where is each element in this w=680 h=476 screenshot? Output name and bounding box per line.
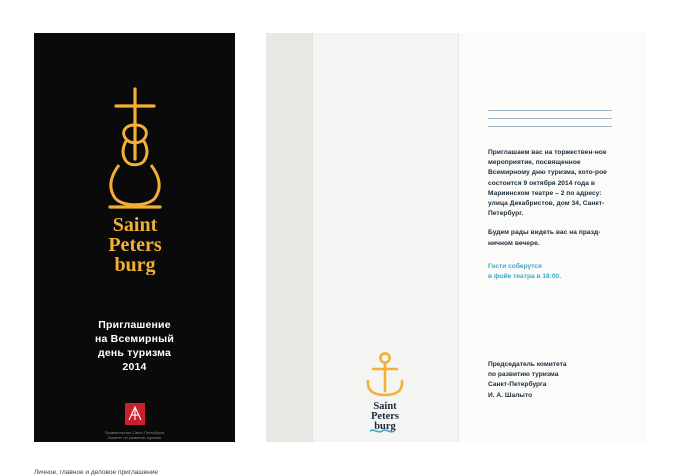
anchor-logo — [312, 351, 458, 433]
gathering-info — [488, 262, 614, 282]
rule-line — [488, 126, 612, 127]
svg-text:Peters: Peters — [107, 234, 162, 256]
signature-line-2: по развитию туризма — [488, 371, 559, 379]
invitation-cover — [34, 33, 235, 442]
invitation-body-text — [488, 148, 614, 249]
signature-line-4: И. А. Шалыто — [488, 391, 533, 399]
gathering-line-2: в фойе театра в 18:00. — [488, 273, 562, 281]
committee-emblem-caption — [34, 431, 235, 441]
body-paragraph-2: Будем рады видеть вас на празд-ничном вечере. — [488, 229, 601, 247]
rule-line — [488, 110, 612, 111]
committee-emblem-block — [34, 403, 235, 441]
fold-line-right — [458, 33, 459, 442]
svg-text:Peters: Peters — [371, 411, 399, 422]
cover-title-line-2: на Всемирный — [94, 333, 175, 345]
cover-title-line-1: Приглашение — [98, 319, 171, 331]
svg-text:Saint: Saint — [373, 401, 397, 412]
svg-text:Saint: Saint — [112, 214, 157, 236]
cover-title-line-3: день туризма — [97, 347, 172, 359]
emblem-caption-line-1: Правительство Санкт-Петербурга — [104, 431, 165, 435]
svg-text:burg: burg — [113, 254, 156, 275]
decorative-rules — [488, 110, 612, 127]
page-caption: Личное, главное и деловое приглашение — [34, 469, 159, 476]
committee-emblem-icon — [125, 403, 145, 425]
saint-petersburg-logo — [34, 85, 235, 275]
signature-line-1: Председатель комитета — [488, 361, 567, 368]
cover-year: 2014 — [122, 361, 147, 373]
emblem-caption-line-2: Комитет по развитию туризма — [108, 436, 161, 440]
svg-text:burg: burg — [374, 421, 396, 432]
spread-panel-left — [266, 33, 312, 442]
signature-block — [488, 360, 618, 401]
rule-line — [488, 118, 612, 119]
gathering-line-1: Гости соберутся — [488, 263, 542, 270]
signature-line-3: Санкт-Петербурга — [488, 381, 547, 389]
cover-title — [34, 318, 235, 374]
body-paragraph-1: Приглашаем вас на торжествен-ное мероприятие, посвященное Всемирному дню туризма, кото-рое состоится 9 октября 2014 года в Мариинском театре – 2 по адресу: улица Декабристов, дом 34, Санкт-Петербург. — [488, 149, 607, 218]
